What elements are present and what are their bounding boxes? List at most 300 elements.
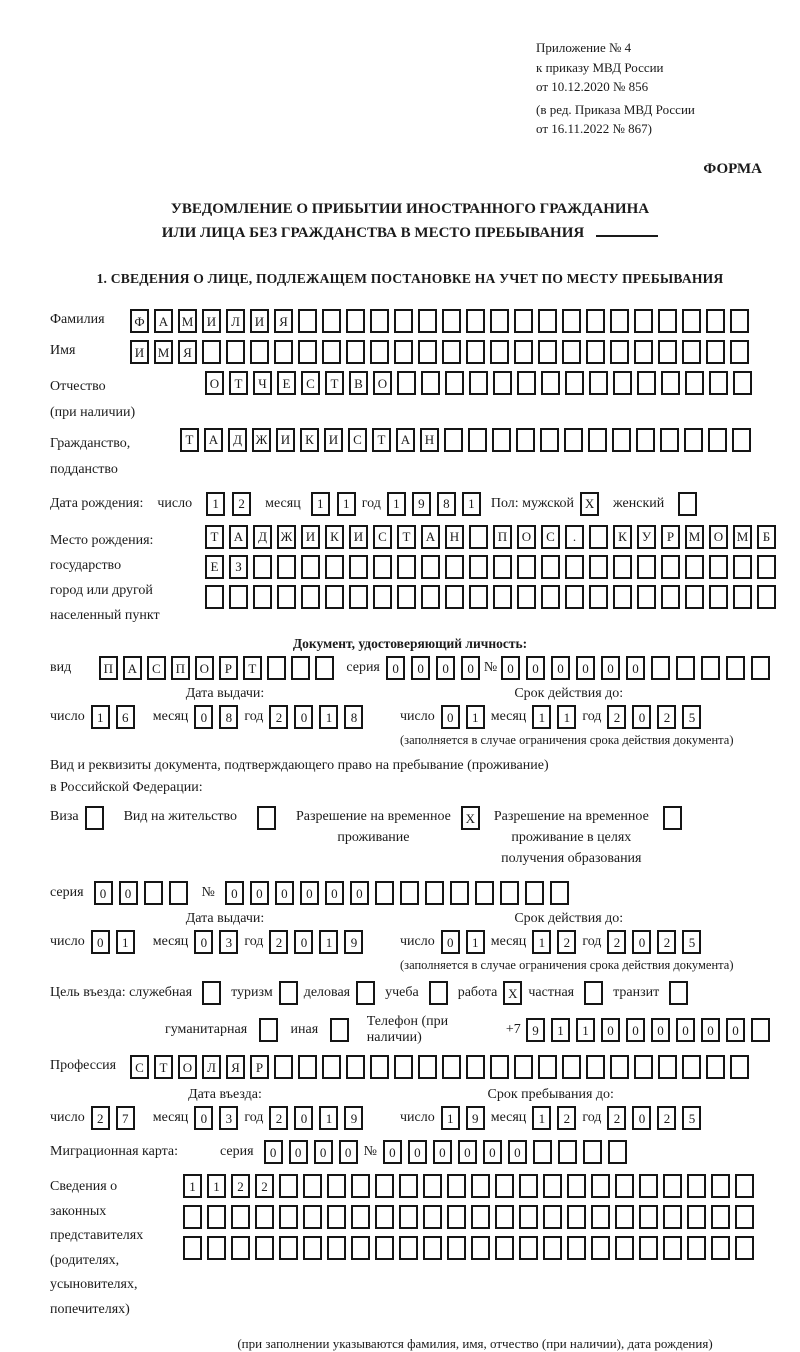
char-box[interactable]: 0 bbox=[626, 1018, 645, 1042]
char-box[interactable]: О bbox=[517, 525, 536, 549]
char-box[interactable] bbox=[637, 555, 656, 579]
char-box[interactable]: 1 bbox=[319, 1106, 338, 1130]
char-box[interactable] bbox=[418, 340, 437, 364]
char-box[interactable]: 0 bbox=[350, 881, 369, 905]
char-box[interactable]: Р bbox=[250, 1055, 269, 1079]
char-box[interactable] bbox=[676, 656, 695, 680]
char-box[interactable]: 0 bbox=[408, 1140, 427, 1164]
char-box[interactable] bbox=[351, 1174, 370, 1198]
char-box[interactable] bbox=[425, 881, 444, 905]
char-box[interactable]: Т bbox=[180, 428, 199, 452]
char-box[interactable]: 0 bbox=[601, 656, 620, 680]
char-box[interactable]: М bbox=[733, 525, 752, 549]
char-box[interactable] bbox=[469, 525, 488, 549]
char-box[interactable] bbox=[394, 309, 413, 333]
char-box[interactable] bbox=[567, 1236, 586, 1260]
char-box[interactable]: Д bbox=[253, 525, 272, 549]
char-box[interactable] bbox=[682, 340, 701, 364]
char-box[interactable]: К bbox=[613, 525, 632, 549]
char-box[interactable]: 2 bbox=[231, 1174, 250, 1198]
char-box[interactable]: 0 bbox=[632, 705, 651, 729]
char-box[interactable] bbox=[279, 1174, 298, 1198]
char-box[interactable]: 0 bbox=[483, 1140, 502, 1164]
char-box[interactable] bbox=[514, 340, 533, 364]
char-box[interactable] bbox=[636, 428, 655, 452]
char-box[interactable]: Л bbox=[226, 309, 245, 333]
char-box[interactable] bbox=[613, 585, 632, 609]
char-box[interactable]: 0 bbox=[94, 881, 113, 905]
char-box[interactable]: 0 bbox=[601, 1018, 620, 1042]
char-box[interactable]: М bbox=[178, 309, 197, 333]
char-box[interactable] bbox=[490, 309, 509, 333]
char-box[interactable] bbox=[711, 1236, 730, 1260]
char-box[interactable] bbox=[183, 1205, 202, 1229]
char-box[interactable] bbox=[733, 371, 752, 395]
char-box[interactable]: 0 bbox=[576, 656, 595, 680]
char-box[interactable] bbox=[519, 1205, 538, 1229]
char-box[interactable]: X bbox=[503, 981, 522, 1005]
char-box[interactable]: 9 bbox=[526, 1018, 545, 1042]
char-box[interactable] bbox=[447, 1205, 466, 1229]
char-box[interactable] bbox=[565, 371, 584, 395]
char-box[interactable] bbox=[447, 1174, 466, 1198]
char-box[interactable]: А bbox=[154, 309, 173, 333]
char-box[interactable] bbox=[658, 309, 677, 333]
char-box[interactable]: Т bbox=[372, 428, 391, 452]
char-box[interactable] bbox=[687, 1174, 706, 1198]
char-box[interactable] bbox=[591, 1174, 610, 1198]
char-box[interactable] bbox=[301, 585, 320, 609]
char-box[interactable] bbox=[442, 340, 461, 364]
char-box[interactable]: . bbox=[565, 525, 584, 549]
char-box[interactable] bbox=[701, 656, 720, 680]
char-box[interactable] bbox=[429, 981, 448, 1005]
char-box[interactable] bbox=[550, 881, 569, 905]
char-box[interactable]: 0 bbox=[225, 881, 244, 905]
char-box[interactable] bbox=[685, 371, 704, 395]
char-box[interactable]: 5 bbox=[682, 705, 701, 729]
char-box[interactable] bbox=[708, 428, 727, 452]
char-box[interactable]: X bbox=[461, 806, 480, 830]
char-box[interactable] bbox=[634, 340, 653, 364]
char-box[interactable] bbox=[231, 1236, 250, 1260]
char-box[interactable] bbox=[255, 1205, 274, 1229]
char-box[interactable] bbox=[468, 428, 487, 452]
char-box[interactable] bbox=[469, 585, 488, 609]
char-box[interactable] bbox=[663, 806, 682, 830]
char-box[interactable] bbox=[315, 656, 334, 680]
char-box[interactable] bbox=[613, 371, 632, 395]
char-box[interactable] bbox=[538, 340, 557, 364]
char-box[interactable] bbox=[730, 309, 749, 333]
char-box[interactable] bbox=[397, 585, 416, 609]
char-box[interactable]: Т bbox=[154, 1055, 173, 1079]
char-box[interactable] bbox=[685, 585, 704, 609]
char-box[interactable]: Я bbox=[226, 1055, 245, 1079]
char-box[interactable]: 2 bbox=[557, 930, 576, 954]
char-box[interactable]: М bbox=[685, 525, 704, 549]
char-box[interactable] bbox=[373, 555, 392, 579]
char-box[interactable] bbox=[495, 1236, 514, 1260]
char-box[interactable]: 0 bbox=[436, 656, 455, 680]
char-box[interactable]: Л bbox=[202, 1055, 221, 1079]
char-box[interactable]: 2 bbox=[557, 1106, 576, 1130]
char-box[interactable] bbox=[678, 492, 697, 516]
char-box[interactable]: А bbox=[204, 428, 223, 452]
char-box[interactable]: К bbox=[325, 525, 344, 549]
char-box[interactable] bbox=[202, 340, 221, 364]
char-box[interactable]: 2 bbox=[269, 930, 288, 954]
char-box[interactable] bbox=[183, 1236, 202, 1260]
char-box[interactable] bbox=[325, 585, 344, 609]
char-box[interactable]: 9 bbox=[412, 492, 431, 516]
char-box[interactable] bbox=[735, 1174, 754, 1198]
char-box[interactable] bbox=[255, 1236, 274, 1260]
char-box[interactable]: Н bbox=[420, 428, 439, 452]
char-box[interactable]: О bbox=[195, 656, 214, 680]
char-box[interactable]: 0 bbox=[632, 930, 651, 954]
char-box[interactable] bbox=[612, 428, 631, 452]
char-box[interactable] bbox=[514, 1055, 533, 1079]
char-box[interactable] bbox=[562, 340, 581, 364]
char-box[interactable] bbox=[375, 1174, 394, 1198]
char-box[interactable]: 0 bbox=[701, 1018, 720, 1042]
char-box[interactable]: 5 bbox=[682, 1106, 701, 1130]
char-box[interactable] bbox=[711, 1174, 730, 1198]
char-box[interactable] bbox=[586, 309, 605, 333]
char-box[interactable]: С bbox=[301, 371, 320, 395]
char-box[interactable]: 0 bbox=[461, 656, 480, 680]
char-box[interactable] bbox=[351, 1205, 370, 1229]
char-box[interactable] bbox=[543, 1236, 562, 1260]
char-box[interactable] bbox=[735, 1205, 754, 1229]
char-box[interactable] bbox=[733, 585, 752, 609]
char-box[interactable] bbox=[735, 1236, 754, 1260]
char-box[interactable]: 0 bbox=[289, 1140, 308, 1164]
char-box[interactable]: 0 bbox=[651, 1018, 670, 1042]
char-box[interactable] bbox=[519, 1174, 538, 1198]
char-box[interactable]: Т bbox=[205, 525, 224, 549]
char-box[interactable] bbox=[540, 428, 559, 452]
char-box[interactable] bbox=[610, 309, 629, 333]
char-box[interactable]: 2 bbox=[232, 492, 251, 516]
char-box[interactable] bbox=[370, 1055, 389, 1079]
char-box[interactable]: Я bbox=[274, 309, 293, 333]
char-box[interactable] bbox=[608, 1140, 627, 1164]
char-box[interactable] bbox=[475, 881, 494, 905]
char-box[interactable]: П bbox=[171, 656, 190, 680]
char-box[interactable]: 1 bbox=[532, 705, 551, 729]
char-box[interactable] bbox=[444, 428, 463, 452]
char-box[interactable] bbox=[399, 1174, 418, 1198]
char-box[interactable]: 3 bbox=[219, 1106, 238, 1130]
char-box[interactable] bbox=[322, 340, 341, 364]
char-box[interactable]: 0 bbox=[300, 881, 319, 905]
char-box[interactable] bbox=[492, 428, 511, 452]
char-box[interactable] bbox=[397, 371, 416, 395]
char-box[interactable] bbox=[639, 1205, 658, 1229]
char-box[interactable]: 2 bbox=[91, 1106, 110, 1130]
char-box[interactable] bbox=[615, 1236, 634, 1260]
char-box[interactable]: 1 bbox=[319, 930, 338, 954]
char-box[interactable] bbox=[250, 340, 269, 364]
char-box[interactable] bbox=[732, 428, 751, 452]
char-box[interactable] bbox=[730, 1055, 749, 1079]
char-box[interactable] bbox=[637, 371, 656, 395]
char-box[interactable]: 0 bbox=[250, 881, 269, 905]
char-box[interactable] bbox=[279, 1205, 298, 1229]
char-box[interactable]: Ж bbox=[277, 525, 296, 549]
char-box[interactable]: Р bbox=[661, 525, 680, 549]
char-box[interactable]: 8 bbox=[344, 705, 363, 729]
char-box[interactable]: 1 bbox=[337, 492, 356, 516]
char-box[interactable] bbox=[421, 585, 440, 609]
char-box[interactable] bbox=[586, 1055, 605, 1079]
char-box[interactable] bbox=[541, 371, 560, 395]
char-box[interactable]: А bbox=[421, 525, 440, 549]
char-box[interactable] bbox=[682, 309, 701, 333]
char-box[interactable] bbox=[322, 309, 341, 333]
char-box[interactable]: Т bbox=[325, 371, 344, 395]
char-box[interactable] bbox=[706, 309, 725, 333]
char-box[interactable] bbox=[349, 585, 368, 609]
char-box[interactable] bbox=[373, 585, 392, 609]
char-box[interactable] bbox=[298, 309, 317, 333]
char-box[interactable] bbox=[370, 340, 389, 364]
char-box[interactable] bbox=[445, 585, 464, 609]
char-box[interactable] bbox=[541, 585, 560, 609]
char-box[interactable] bbox=[658, 340, 677, 364]
char-box[interactable] bbox=[399, 1236, 418, 1260]
char-box[interactable]: 1 bbox=[91, 705, 110, 729]
char-box[interactable]: Я bbox=[178, 340, 197, 364]
char-box[interactable] bbox=[591, 1236, 610, 1260]
char-box[interactable] bbox=[394, 1055, 413, 1079]
char-box[interactable] bbox=[346, 309, 365, 333]
char-box[interactable] bbox=[471, 1236, 490, 1260]
char-box[interactable]: О bbox=[709, 525, 728, 549]
char-box[interactable] bbox=[303, 1236, 322, 1260]
char-box[interactable]: Ж bbox=[252, 428, 271, 452]
char-box[interactable] bbox=[471, 1205, 490, 1229]
char-box[interactable] bbox=[706, 340, 725, 364]
char-box[interactable] bbox=[543, 1205, 562, 1229]
char-box[interactable] bbox=[519, 1236, 538, 1260]
char-box[interactable] bbox=[663, 1205, 682, 1229]
char-box[interactable] bbox=[205, 585, 224, 609]
char-box[interactable] bbox=[259, 1018, 278, 1042]
char-box[interactable] bbox=[584, 981, 603, 1005]
char-box[interactable] bbox=[493, 371, 512, 395]
char-box[interactable]: 0 bbox=[314, 1140, 333, 1164]
char-box[interactable] bbox=[751, 656, 770, 680]
char-box[interactable] bbox=[562, 309, 581, 333]
char-box[interactable] bbox=[615, 1174, 634, 1198]
char-box[interactable]: 2 bbox=[607, 1106, 626, 1130]
char-box[interactable] bbox=[533, 1140, 552, 1164]
char-box[interactable] bbox=[687, 1205, 706, 1229]
char-box[interactable] bbox=[543, 1174, 562, 1198]
char-box[interactable] bbox=[490, 340, 509, 364]
char-box[interactable]: И bbox=[130, 340, 149, 364]
char-box[interactable] bbox=[298, 1055, 317, 1079]
char-box[interactable] bbox=[567, 1205, 586, 1229]
char-box[interactable]: И bbox=[301, 525, 320, 549]
char-box[interactable]: 2 bbox=[255, 1174, 274, 1198]
char-box[interactable] bbox=[583, 1140, 602, 1164]
char-box[interactable] bbox=[538, 1055, 557, 1079]
char-box[interactable]: Т bbox=[229, 371, 248, 395]
char-box[interactable]: 9 bbox=[344, 930, 363, 954]
char-box[interactable]: 0 bbox=[386, 656, 405, 680]
char-box[interactable] bbox=[226, 340, 245, 364]
char-box[interactable]: 0 bbox=[626, 656, 645, 680]
char-box[interactable] bbox=[421, 371, 440, 395]
char-box[interactable] bbox=[514, 309, 533, 333]
char-box[interactable]: 0 bbox=[551, 656, 570, 680]
char-box[interactable] bbox=[442, 309, 461, 333]
char-box[interactable] bbox=[330, 1018, 349, 1042]
char-box[interactable]: С bbox=[373, 525, 392, 549]
char-box[interactable] bbox=[685, 555, 704, 579]
char-box[interactable] bbox=[267, 656, 286, 680]
char-box[interactable] bbox=[325, 555, 344, 579]
char-box[interactable]: 8 bbox=[219, 705, 238, 729]
char-box[interactable] bbox=[682, 1055, 701, 1079]
char-box[interactable] bbox=[709, 371, 728, 395]
char-box[interactable]: 2 bbox=[657, 930, 676, 954]
char-box[interactable] bbox=[447, 1236, 466, 1260]
char-box[interactable] bbox=[370, 309, 389, 333]
char-box[interactable]: 2 bbox=[269, 1106, 288, 1130]
char-box[interactable] bbox=[490, 1055, 509, 1079]
char-box[interactable]: О bbox=[178, 1055, 197, 1079]
char-box[interactable] bbox=[591, 1205, 610, 1229]
char-box[interactable] bbox=[274, 340, 293, 364]
char-box[interactable] bbox=[751, 1018, 770, 1042]
char-box[interactable]: 3 bbox=[219, 930, 238, 954]
char-box[interactable]: 0 bbox=[264, 1140, 283, 1164]
char-box[interactable]: X bbox=[580, 492, 599, 516]
char-box[interactable] bbox=[397, 555, 416, 579]
char-box[interactable]: И bbox=[349, 525, 368, 549]
char-box[interactable]: Б bbox=[757, 525, 776, 549]
char-box[interactable] bbox=[687, 1236, 706, 1260]
char-box[interactable]: 0 bbox=[676, 1018, 695, 1042]
char-box[interactable] bbox=[274, 1055, 293, 1079]
char-box[interactable] bbox=[757, 555, 776, 579]
char-box[interactable] bbox=[466, 309, 485, 333]
char-box[interactable]: 9 bbox=[344, 1106, 363, 1130]
char-box[interactable] bbox=[421, 555, 440, 579]
char-box[interactable]: 0 bbox=[194, 1106, 213, 1130]
char-box[interactable]: И bbox=[202, 309, 221, 333]
char-box[interactable] bbox=[658, 1055, 677, 1079]
char-box[interactable]: 1 bbox=[551, 1018, 570, 1042]
char-box[interactable] bbox=[418, 1055, 437, 1079]
char-box[interactable]: 2 bbox=[607, 705, 626, 729]
char-box[interactable]: 1 bbox=[466, 705, 485, 729]
char-box[interactable] bbox=[709, 555, 728, 579]
char-box[interactable]: 0 bbox=[119, 881, 138, 905]
char-box[interactable]: Е bbox=[205, 555, 224, 579]
char-box[interactable]: 2 bbox=[607, 930, 626, 954]
char-box[interactable] bbox=[538, 309, 557, 333]
char-box[interactable]: 1 bbox=[183, 1174, 202, 1198]
char-box[interactable]: 7 bbox=[116, 1106, 135, 1130]
char-box[interactable] bbox=[684, 428, 703, 452]
char-box[interactable] bbox=[562, 1055, 581, 1079]
char-box[interactable] bbox=[733, 555, 752, 579]
char-box[interactable]: 0 bbox=[726, 1018, 745, 1042]
char-box[interactable]: Н bbox=[445, 525, 464, 549]
char-box[interactable]: 1 bbox=[466, 930, 485, 954]
char-box[interactable] bbox=[661, 585, 680, 609]
char-box[interactable] bbox=[558, 1140, 577, 1164]
char-box[interactable] bbox=[588, 428, 607, 452]
char-box[interactable] bbox=[327, 1205, 346, 1229]
char-box[interactable]: 0 bbox=[294, 705, 313, 729]
char-box[interactable] bbox=[277, 555, 296, 579]
char-box[interactable]: Д bbox=[228, 428, 247, 452]
char-box[interactable]: 0 bbox=[194, 705, 213, 729]
char-box[interactable]: А bbox=[123, 656, 142, 680]
char-box[interactable]: 0 bbox=[508, 1140, 527, 1164]
char-box[interactable] bbox=[279, 1236, 298, 1260]
char-box[interactable] bbox=[565, 585, 584, 609]
char-box[interactable] bbox=[589, 525, 608, 549]
char-box[interactable] bbox=[327, 1236, 346, 1260]
char-box[interactable]: П bbox=[99, 656, 118, 680]
char-box[interactable]: 0 bbox=[441, 930, 460, 954]
char-box[interactable]: 8 bbox=[437, 492, 456, 516]
char-box[interactable]: Т bbox=[243, 656, 262, 680]
char-box[interactable] bbox=[257, 806, 276, 830]
char-box[interactable]: 2 bbox=[269, 705, 288, 729]
char-box[interactable] bbox=[541, 555, 560, 579]
char-box[interactable]: И bbox=[276, 428, 295, 452]
char-box[interactable] bbox=[279, 981, 298, 1005]
char-box[interactable] bbox=[469, 371, 488, 395]
char-box[interactable] bbox=[634, 1055, 653, 1079]
char-box[interactable]: Ф bbox=[130, 309, 149, 333]
char-box[interactable]: С bbox=[147, 656, 166, 680]
char-box[interactable]: С bbox=[348, 428, 367, 452]
char-box[interactable]: Е bbox=[277, 371, 296, 395]
char-box[interactable]: 0 bbox=[433, 1140, 452, 1164]
char-box[interactable] bbox=[349, 555, 368, 579]
char-box[interactable] bbox=[589, 371, 608, 395]
char-box[interactable] bbox=[610, 340, 629, 364]
char-box[interactable] bbox=[423, 1236, 442, 1260]
char-box[interactable]: 9 bbox=[466, 1106, 485, 1130]
char-box[interactable] bbox=[517, 371, 536, 395]
char-box[interactable]: К bbox=[300, 428, 319, 452]
char-box[interactable] bbox=[466, 1055, 485, 1079]
char-box[interactable] bbox=[423, 1205, 442, 1229]
char-box[interactable]: У bbox=[637, 525, 656, 549]
char-box[interactable] bbox=[346, 1055, 365, 1079]
char-box[interactable] bbox=[663, 1174, 682, 1198]
char-box[interactable] bbox=[495, 1205, 514, 1229]
char-box[interactable] bbox=[639, 1174, 658, 1198]
char-box[interactable] bbox=[525, 881, 544, 905]
char-box[interactable]: 0 bbox=[294, 930, 313, 954]
char-box[interactable] bbox=[711, 1205, 730, 1229]
char-box[interactable] bbox=[291, 656, 310, 680]
char-box[interactable]: 0 bbox=[325, 881, 344, 905]
char-box[interactable] bbox=[303, 1205, 322, 1229]
